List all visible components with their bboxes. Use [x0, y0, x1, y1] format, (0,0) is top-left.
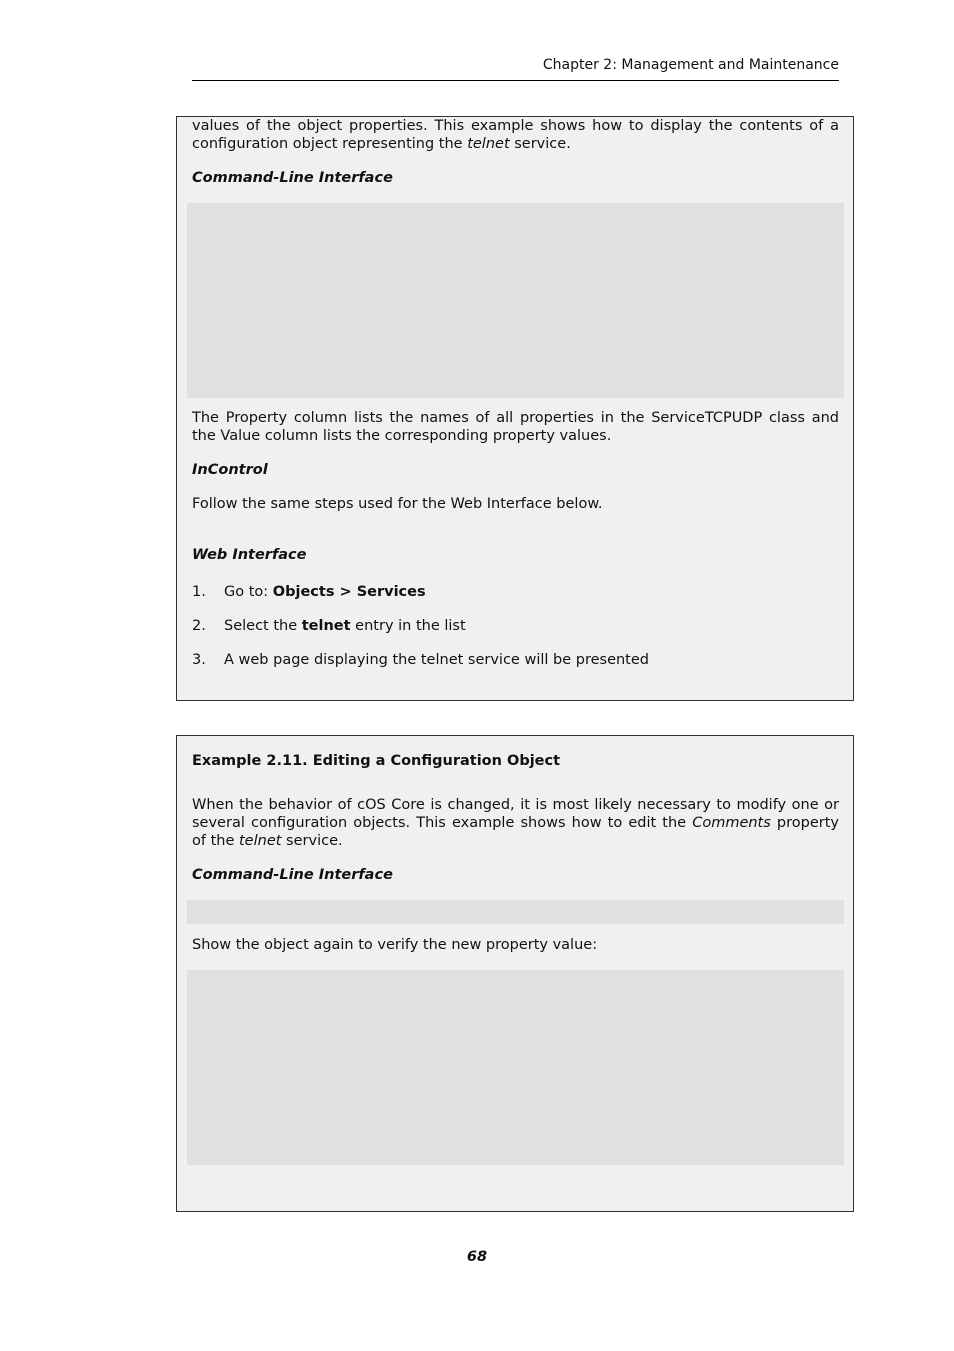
- incontrol-text: Follow the same steps used for the Web Interface below.: [192, 496, 603, 512]
- verify-text: Show the object again to verify the new property value:: [192, 937, 598, 953]
- step-number: 2.: [192, 618, 206, 634]
- step-item: [192, 617, 839, 635]
- step-number: 1.: [192, 584, 206, 600]
- running-header: [192, 55, 839, 81]
- example-title: Example 2.11. Editing a Configuration Object: [192, 753, 561, 769]
- cli-output-block: [187, 970, 844, 1165]
- comments-emphasis: Comments: [692, 815, 771, 831]
- incontrol-heading: InControl: [192, 462, 268, 478]
- example-box-display-object: [176, 116, 854, 701]
- telnet-entry-name: telnet: [301, 618, 351, 634]
- step-item: [192, 651, 839, 669]
- intro-paragraph: values of the object properties. This example shows how to display the contents of a configuration object representing the telnet service.: [192, 118, 839, 152]
- step-text: A web page displaying the telnet service will be presented: [224, 652, 649, 668]
- telnet-emphasis: telnet: [239, 833, 282, 849]
- step-text: Go to: Objects > Services: [224, 584, 426, 600]
- web-interface-heading: Web Interface: [192, 547, 307, 563]
- telnet-emphasis: telnet: [467, 136, 510, 152]
- menu-path: Objects > Services: [272, 584, 426, 600]
- cli-code-block: [187, 203, 844, 398]
- cli-code-block: [187, 900, 844, 924]
- cli-heading: Command-Line Interface: [192, 170, 393, 186]
- property-description: The Property column lists the names of all properties in the ServiceTCPUDP class and the Value column lists the corresponding property values.: [192, 410, 839, 444]
- chapter-title: Chapter 2: Management and Maintenance: [542, 57, 839, 73]
- intro-paragraph: When the behavior of cOS Core is changed, it is most likely necessary to modify one or several configuration objects. This example shows how to edit the Comments property of the telnet service.: [192, 797, 839, 849]
- example-box-editing-object: [176, 735, 854, 1212]
- page-number: 68: [466, 1249, 488, 1265]
- step-number: 3.: [192, 652, 206, 668]
- step-item: [192, 583, 839, 601]
- step-text: Select the telnet entry in the list: [224, 618, 466, 634]
- cli-heading: Command-Line Interface: [192, 867, 393, 883]
